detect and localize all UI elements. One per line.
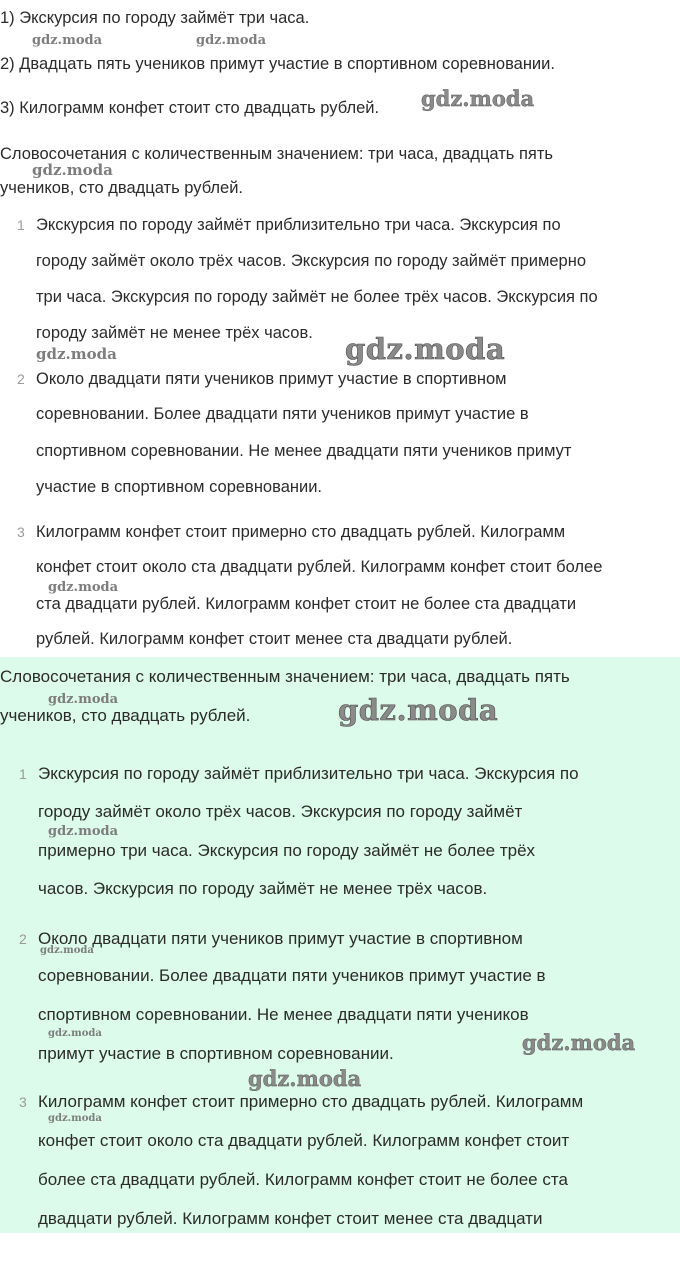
watermark: gdz.moda	[40, 945, 94, 956]
list-item-line: соревновании. Более двадцати пяти учеников примут участие в	[36, 405, 529, 423]
watermark: gdz.moda	[196, 33, 267, 48]
list-number-1: 1	[17, 217, 25, 233]
green-list-item-line: более ста двадцати рублей. Килограмм конфет стоит не более ста	[38, 1170, 568, 1189]
watermark: gdz.moda	[48, 580, 119, 595]
green-phrases-line-2: учеников, сто двадцать рублей.	[0, 706, 251, 725]
green-list-number-2: 2	[19, 931, 27, 947]
green-phrases-line-1: Словосочетания с количественным значением: три часа, двадцать пять	[0, 667, 570, 686]
watermark: gdz.moda	[48, 1028, 102, 1039]
phrases-line-2: учеников, сто двадцать рублей.	[0, 179, 244, 197]
green-list-item-line: спортивном соревновании. Не менее двадцати пяти учеников	[38, 1005, 529, 1024]
green-list-item-line: двадцати рублей. Килограмм конфет стоит менее ста двадцати	[38, 1209, 543, 1228]
watermark: gdz.moda	[32, 161, 113, 179]
green-list-number-3: 3	[19, 1094, 27, 1110]
watermark: gdz.moda	[48, 824, 119, 839]
list-item-line: участие в спортивном соревновании.	[36, 478, 322, 496]
green-list-item-line: часов. Экскурсия по городу займёт не менее трёх часов.	[38, 879, 488, 898]
green-list-item-line: примут участие в спортивном соревновании.	[38, 1044, 394, 1063]
green-list-number-1: 1	[19, 766, 27, 782]
watermark: gdz.moda	[421, 86, 535, 111]
sentence-3: 3) Килограмм конфет стоит сто двадцать рублей.	[0, 99, 380, 117]
list-item-line: городу займёт не менее трёх часов.	[36, 324, 313, 342]
green-list-item-line: городу займёт около трёх часов. Экскурсия по городу займёт	[38, 802, 523, 821]
watermark: gdz.moda	[48, 692, 119, 707]
list-item-line: спортивном соревновании. Не менее двадцати пяти учеников примут	[36, 442, 572, 460]
list-item-line: ста двадцати рублей. Килограмм конфет стоит не более ста двадцати	[36, 595, 577, 613]
green-list-item-line: Экскурсия по городу займёт приблизительно три часа. Экскурсия по	[38, 764, 579, 783]
list-item-line: конфет стоит около ста двадцати рублей. Килограмм конфет стоит более	[36, 558, 603, 576]
watermark: gdz.moda	[345, 332, 506, 366]
watermark: gdz.moda	[248, 1066, 362, 1091]
green-list-item-line: примерно три часа. Экскурсия по городу займёт не более трёх	[38, 841, 536, 860]
sentence-2: 2) Двадцать пять учеников примут участие в спортивном соревновании.	[0, 55, 555, 73]
watermark: gdz.moda	[36, 345, 117, 363]
list-number-2: 2	[17, 371, 25, 387]
list-item-line: Экскурсия по городу займёт приблизительно три часа. Экскурсия по	[36, 216, 561, 234]
phrases-line-1: Словосочетания с количественным значением: три часа, двадцать пять	[0, 145, 553, 163]
green-list-item-line: конфет стоит около ста двадцати рублей. Килограмм конфет стоит	[38, 1131, 570, 1150]
sentence-1: 1) Экскурсия по городу займёт три часа.	[0, 9, 310, 27]
watermark: gdz.moda	[338, 693, 499, 727]
list-item-line: городу займёт около трёх часов. Экскурсия по городу займёт примерно	[36, 252, 586, 270]
list-item-line: рублей. Килограмм конфет стоит менее ста двадцати рублей.	[36, 630, 513, 648]
green-list-item-line: Около двадцати пяти учеников примут участие в спортивном	[38, 929, 523, 948]
list-number-3: 3	[17, 524, 25, 540]
list-item-line: Килограмм конфет стоит примерно сто двадцать рублей. Килограмм	[36, 523, 566, 541]
watermark: gdz.moda	[522, 1030, 636, 1055]
list-item-line: Около двадцати пяти учеников примут участие в спортивном	[36, 370, 507, 388]
watermark: gdz.moda	[32, 33, 103, 48]
green-list-item-line: соревновании. Более двадцати пяти учеников примут участие в	[38, 966, 546, 985]
green-list-item-line: Килограмм конфет стоит примерно сто двадцать рублей. Килограмм	[38, 1092, 584, 1111]
list-item-line: три часа. Экскурсия по городу займёт не более трёх часов. Экскурсия по	[36, 288, 598, 306]
watermark: gdz.moda	[48, 1113, 102, 1124]
